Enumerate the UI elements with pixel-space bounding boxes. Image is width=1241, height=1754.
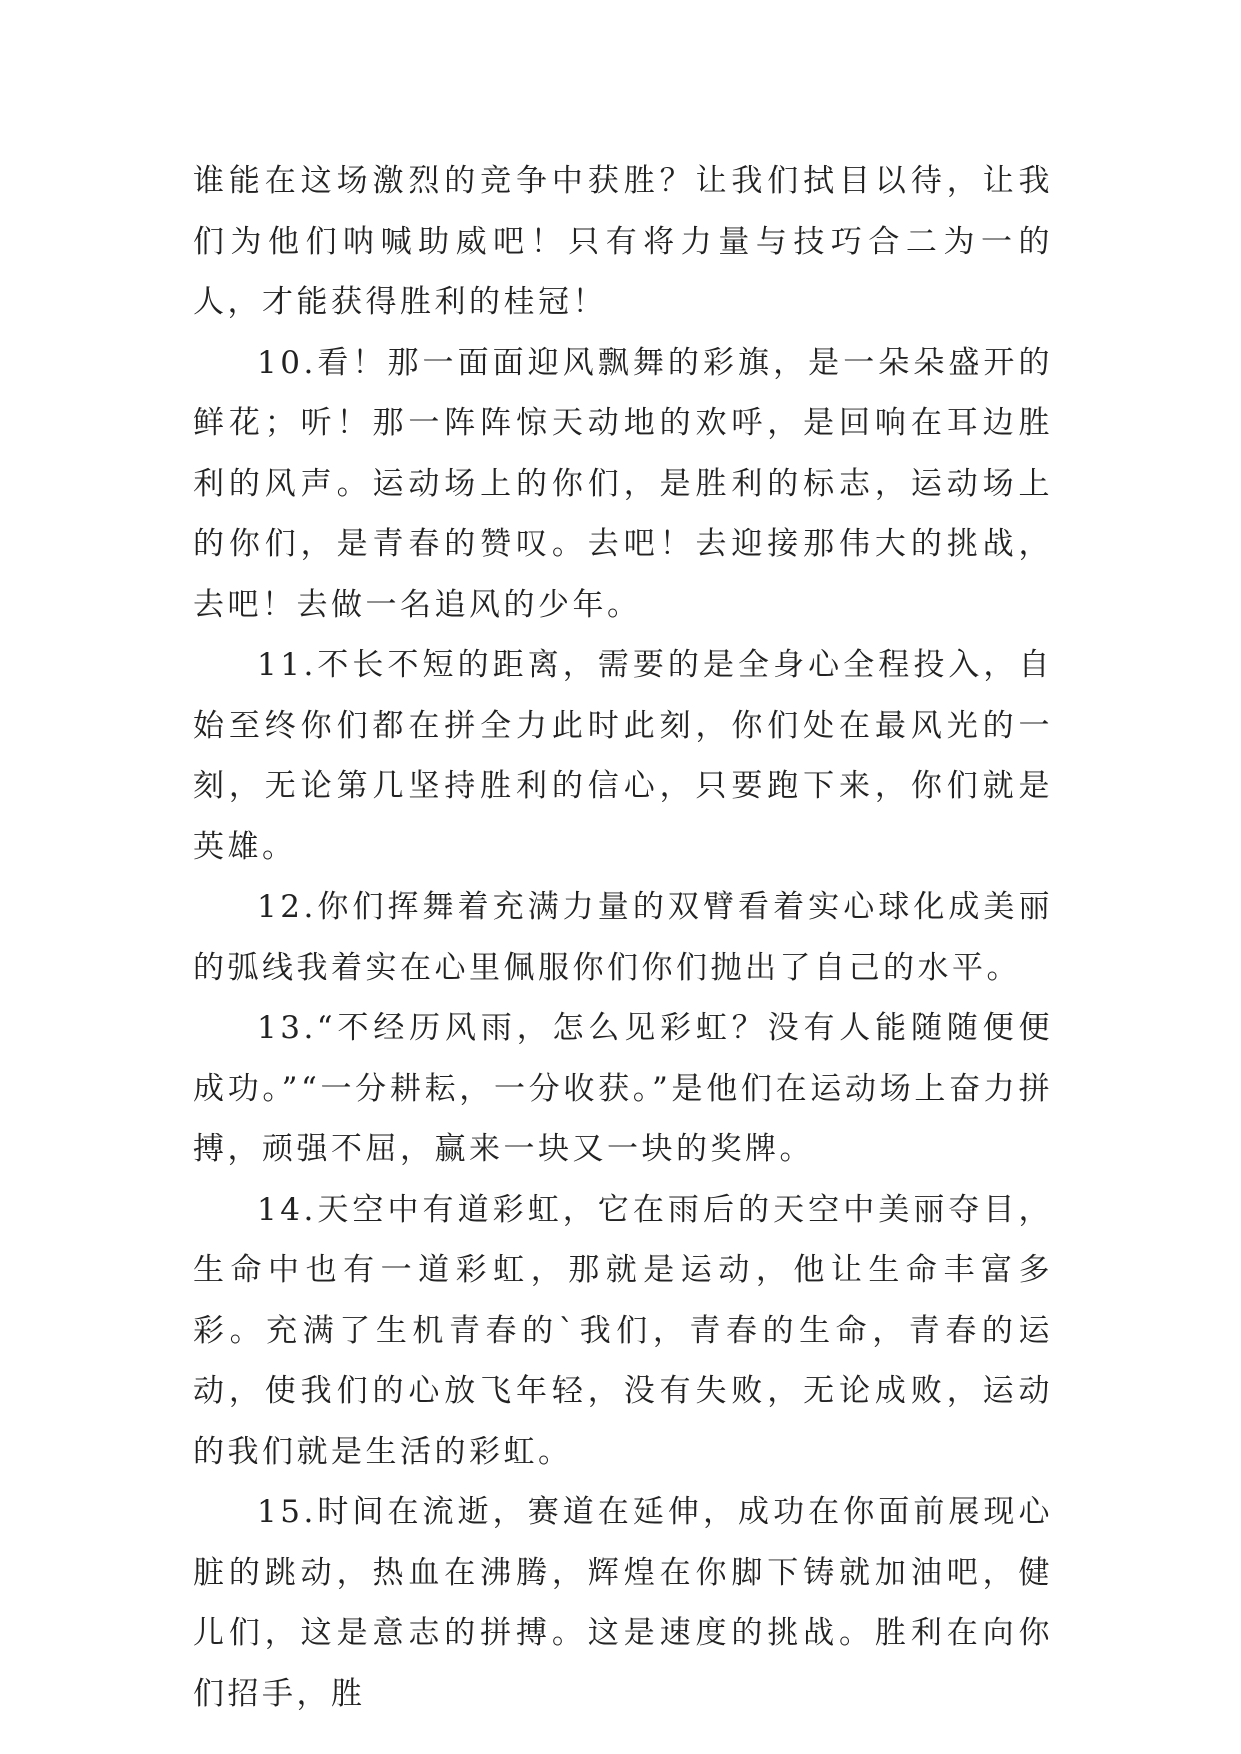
paragraph-item-10: 10.看！那一面面迎风飘舞的彩旗，是一朵朵盛开的鲜花；听！那一阵阵惊天动地的欢呼，是回响在耳边胜利的风声。运动场上的你们，是胜利的标志，运动场上的你们，是青春的赞叹。去吧！去迎接那伟大的挑战，去吧！去做一名追风的少年。 bbox=[193, 344, 1053, 623]
paragraph-item-12: 12.你们挥舞着充满力量的双臂看着实心球化成美丽的弧线我着实在心里佩服你们你们抛出了自己的水平。 bbox=[193, 889, 1053, 986]
paragraph-intro: 谁能在这场激烈的竞争中获胜？让我们拭目以待，让我们为他们呐喊助威吧！只有将力量与技巧合二为一的人，才能获得胜利的桂冠！ bbox=[193, 163, 1053, 320]
paragraph-item-15: 15.时间在流逝，赛道在延伸，成功在你面前展现心脏的跳动，热血在沸腾，辉煌在你脚下铸就加油吧，健儿们，这是意志的拼搏。这是速度的挑战。胜利在向你们招手，胜 bbox=[193, 1494, 1053, 1712]
document-body bbox=[193, 151, 1053, 1724]
paragraph-item-13: 13.“不经历风雨，怎么见彩虹？没有人能随随便便成功。”“一分耕耘，一分收获。”是他们在运动场上奋力拼搏，顽强不屈，赢来一块又一块的奖牌。 bbox=[193, 1010, 1053, 1167]
paragraph-item-14: 14.天空中有道彩虹，它在雨后的天空中美丽夺目，生命中也有一道彩虹，那就是运动，他让生命丰富多彩。充满了生机青春的`我们，青春的生命，青春的运动，使我们的心放飞年轻，没有失败，无论成败，运动的我们就是生活的彩虹。 bbox=[193, 1191, 1053, 1470]
paragraph-item-11: 11.不长不短的距离，需要的是全身心全程投入，自始至终你们都在拼全力此时此刻，你们处在最风光的一刻，无论第几坚持胜利的信心，只要跑下来，你们就是英雄。 bbox=[193, 647, 1053, 865]
